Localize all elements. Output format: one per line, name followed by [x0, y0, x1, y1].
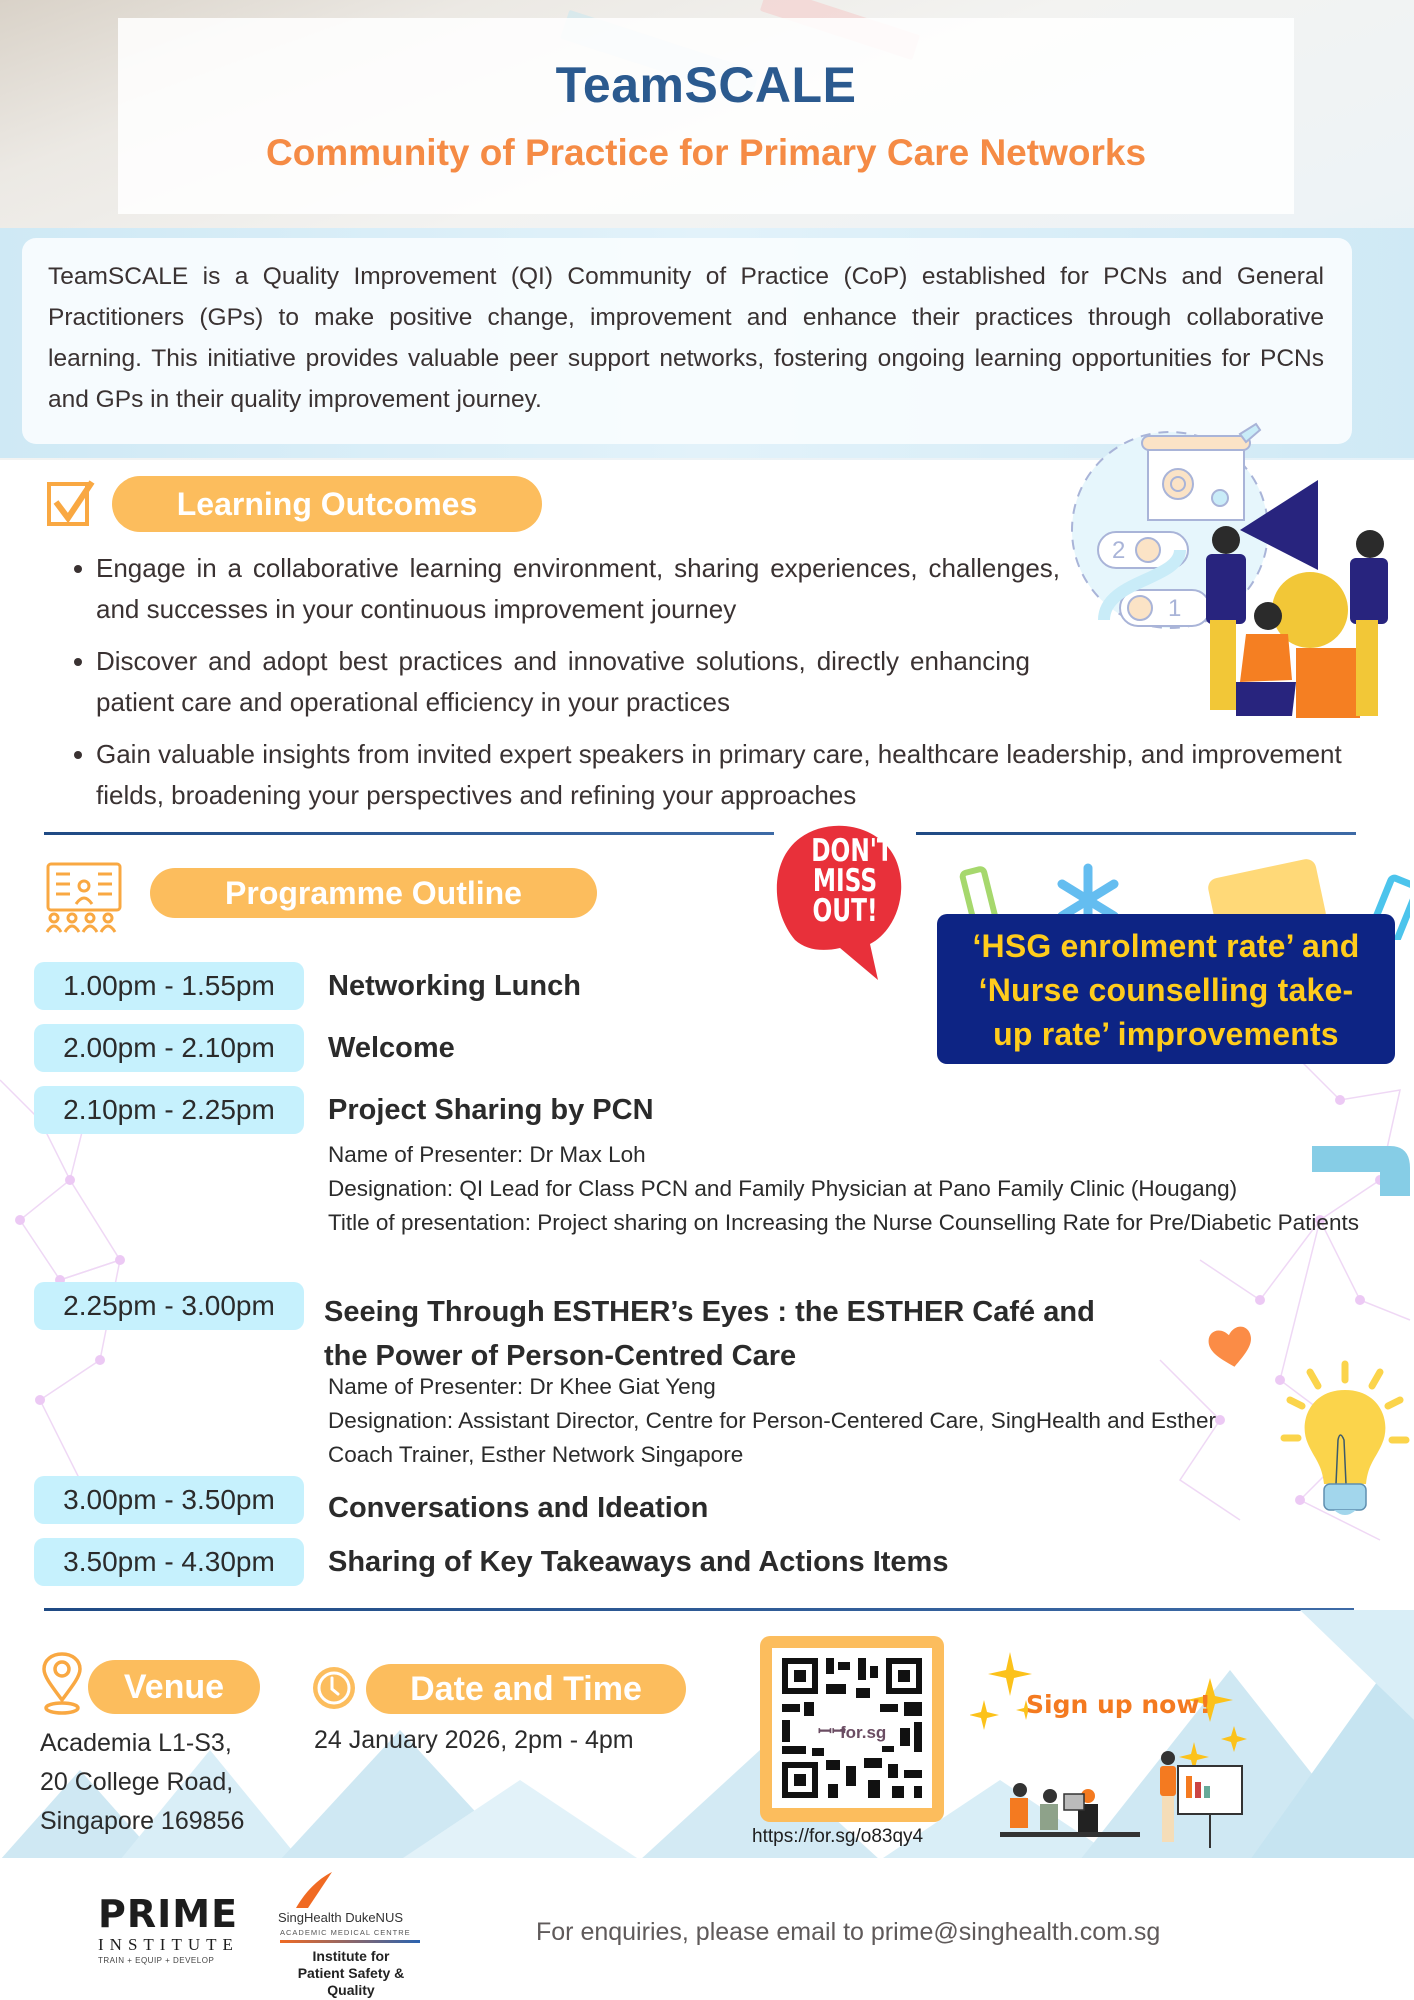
title-box	[118, 18, 1294, 214]
svg-text:ꟷꟷ: ꟷꟷ	[818, 1722, 846, 1741]
logo-wordmark: SingHealth DukeNUS	[278, 1910, 404, 1925]
clock-icon	[310, 1664, 358, 1712]
session-title: Conversations and Ideation	[328, 1492, 709, 1524]
sign-up-cta[interactable]: Sign up now!	[1026, 1690, 1211, 1719]
location-pin-icon	[40, 1652, 84, 1716]
list-item: Engage in a collaborative learning environment, sharing experiences, challenges, and successes in your continuous improvement journey	[70, 548, 1060, 630]
logo-subtitle: INSTITUTE	[98, 1935, 239, 1954]
session-time: 2.10pm - 2.25pm	[34, 1086, 304, 1134]
highlight-line: up rate’ improvements	[993, 1016, 1339, 1052]
list-item: Gain valuable insights from invited expert speakers in primary care, healthcare leadership, and improvement fields, broadening your perspectives and refining your approaches	[70, 734, 1350, 816]
address-line: 20 College Road,	[40, 1768, 234, 1796]
date-time-heading: Date and Time	[366, 1664, 686, 1714]
session-title	[324, 1290, 1095, 1378]
badge-line: MISS	[812, 863, 878, 899]
session-title-line: Seeing Through ESTHER’s Eyes : the ESTHER Café and	[324, 1296, 1095, 1328]
qr-pattern-icon	[772, 1648, 932, 1808]
sign-up-illustration	[970, 1630, 1250, 1850]
logo-wordmark: PRIME	[98, 1892, 239, 1936]
venue-heading: Venue	[88, 1660, 260, 1714]
presenter-designation: Designation: QI Lead for Class PCN and Family Physician at Pano Family Clinic (Hougang)	[328, 1176, 1238, 1201]
highlight-banner	[937, 914, 1395, 1064]
logo-rule	[280, 1940, 420, 1943]
dont-miss-out-badge	[770, 820, 920, 985]
qr-center-label: for.sg	[840, 1723, 887, 1742]
team-building-illustration	[1060, 420, 1400, 730]
prime-institute-logo	[98, 1894, 258, 1980]
qr-code-image[interactable]	[772, 1648, 932, 1808]
session-time: 2.25pm - 3.00pm	[34, 1282, 304, 1330]
page-subtitle: Community of Practice for Primary Care Networks	[265, 132, 1147, 173]
programme-outline-heading: Programme Outline	[150, 868, 597, 918]
list-item: Discover and adopt best practices and innovative solutions, directly enhancing patient care and operational efficiency in your practices	[70, 641, 1030, 723]
session-details	[328, 1138, 1388, 1240]
enquiry-text: For enquiries, please email to prime@singhealth.com.sg	[536, 1918, 1161, 1946]
session-title: Sharing of Key Takeaways and Actions Items	[328, 1546, 949, 1578]
address-line: Academia L1-S3,	[40, 1729, 232, 1757]
logo-subtitle: ACADEMIC MEDICAL CENTRE	[280, 1928, 411, 1937]
presentation-audience-icon	[44, 862, 128, 934]
patient-safety-institute-logo	[276, 1870, 466, 1998]
venue-address	[40, 1724, 244, 1841]
qr-code[interactable]	[760, 1636, 944, 1822]
presenter-designation: Designation: Assistant Director, Centre for Person-Centered Care, SingHealth and Esther Coach Trainer, Esther Network Singapore	[328, 1408, 1216, 1467]
svg-text:2: 2	[1112, 537, 1126, 564]
session-details	[328, 1370, 1248, 1472]
session-title-line: the Power of Person-Centred Care	[324, 1340, 797, 1372]
svg-text:1: 1	[1168, 595, 1182, 622]
session-time: 3.50pm - 4.30pm	[34, 1538, 304, 1586]
session-title: Welcome	[328, 1032, 455, 1064]
logo-name-line: Patient Safety & Quality	[297, 1965, 405, 1998]
highlight-line: ‘Nurse counselling take-	[978, 972, 1354, 1008]
presentation-title: Title of presentation: Project sharing on Increasing the Nurse Counselling Rate for Pre/Diabetic Patients	[328, 1210, 1359, 1235]
intro-text: TeamSCALE is a Quality Improvement (QI) Community of Practice (CoP) established for PCNs and General Practitioners (GPs) to make positive change, improvement and enhance their practices through collaborative learning. This initiative provides valuable peer support networks, fostering ongoing learning opportunities for PCNs and GPs in their quality improvement journey.	[48, 263, 1324, 413]
presenter-name: Name of Presenter: Dr Max Loh	[328, 1142, 646, 1167]
badge-line: DON'T	[811, 833, 893, 869]
address-line: Singapore 169856	[40, 1807, 245, 1835]
intro-box	[22, 238, 1352, 444]
session-title: Networking Lunch	[328, 970, 581, 1002]
session-time: 3.00pm - 3.50pm	[34, 1476, 304, 1524]
session-time: 1.00pm - 1.55pm	[34, 962, 304, 1010]
session-time: 2.00pm - 2.10pm	[34, 1024, 304, 1072]
lightbulb-icon	[1280, 1360, 1410, 1530]
presenter-name: Name of Presenter: Dr Khee Giat Yeng	[328, 1374, 716, 1399]
page-title: TeamSCALE	[555, 57, 857, 113]
highlight-line: ‘HSG enrolment rate’ and	[972, 928, 1360, 964]
logo-name-line: Institute for	[312, 1948, 390, 1964]
learning-outcomes-heading: Learning Outcomes	[112, 476, 542, 532]
badge-line: OUT!	[812, 893, 878, 929]
heart-icon	[1208, 1325, 1254, 1369]
event-date: 24 January 2026, 2pm - 4pm	[314, 1726, 634, 1754]
section-divider	[44, 832, 774, 835]
logo-tagline: TRAIN + EQUIP + DEVELOP	[98, 1956, 215, 1965]
registration-link[interactable]: https://for.sg/o83qy4	[752, 1826, 924, 1847]
logo-name	[276, 1948, 426, 1999]
session-title: Project Sharing by PCN	[328, 1094, 654, 1126]
section-divider	[916, 832, 1356, 835]
swoosh-icon	[294, 1870, 334, 1910]
checkbox-icon	[46, 478, 96, 528]
